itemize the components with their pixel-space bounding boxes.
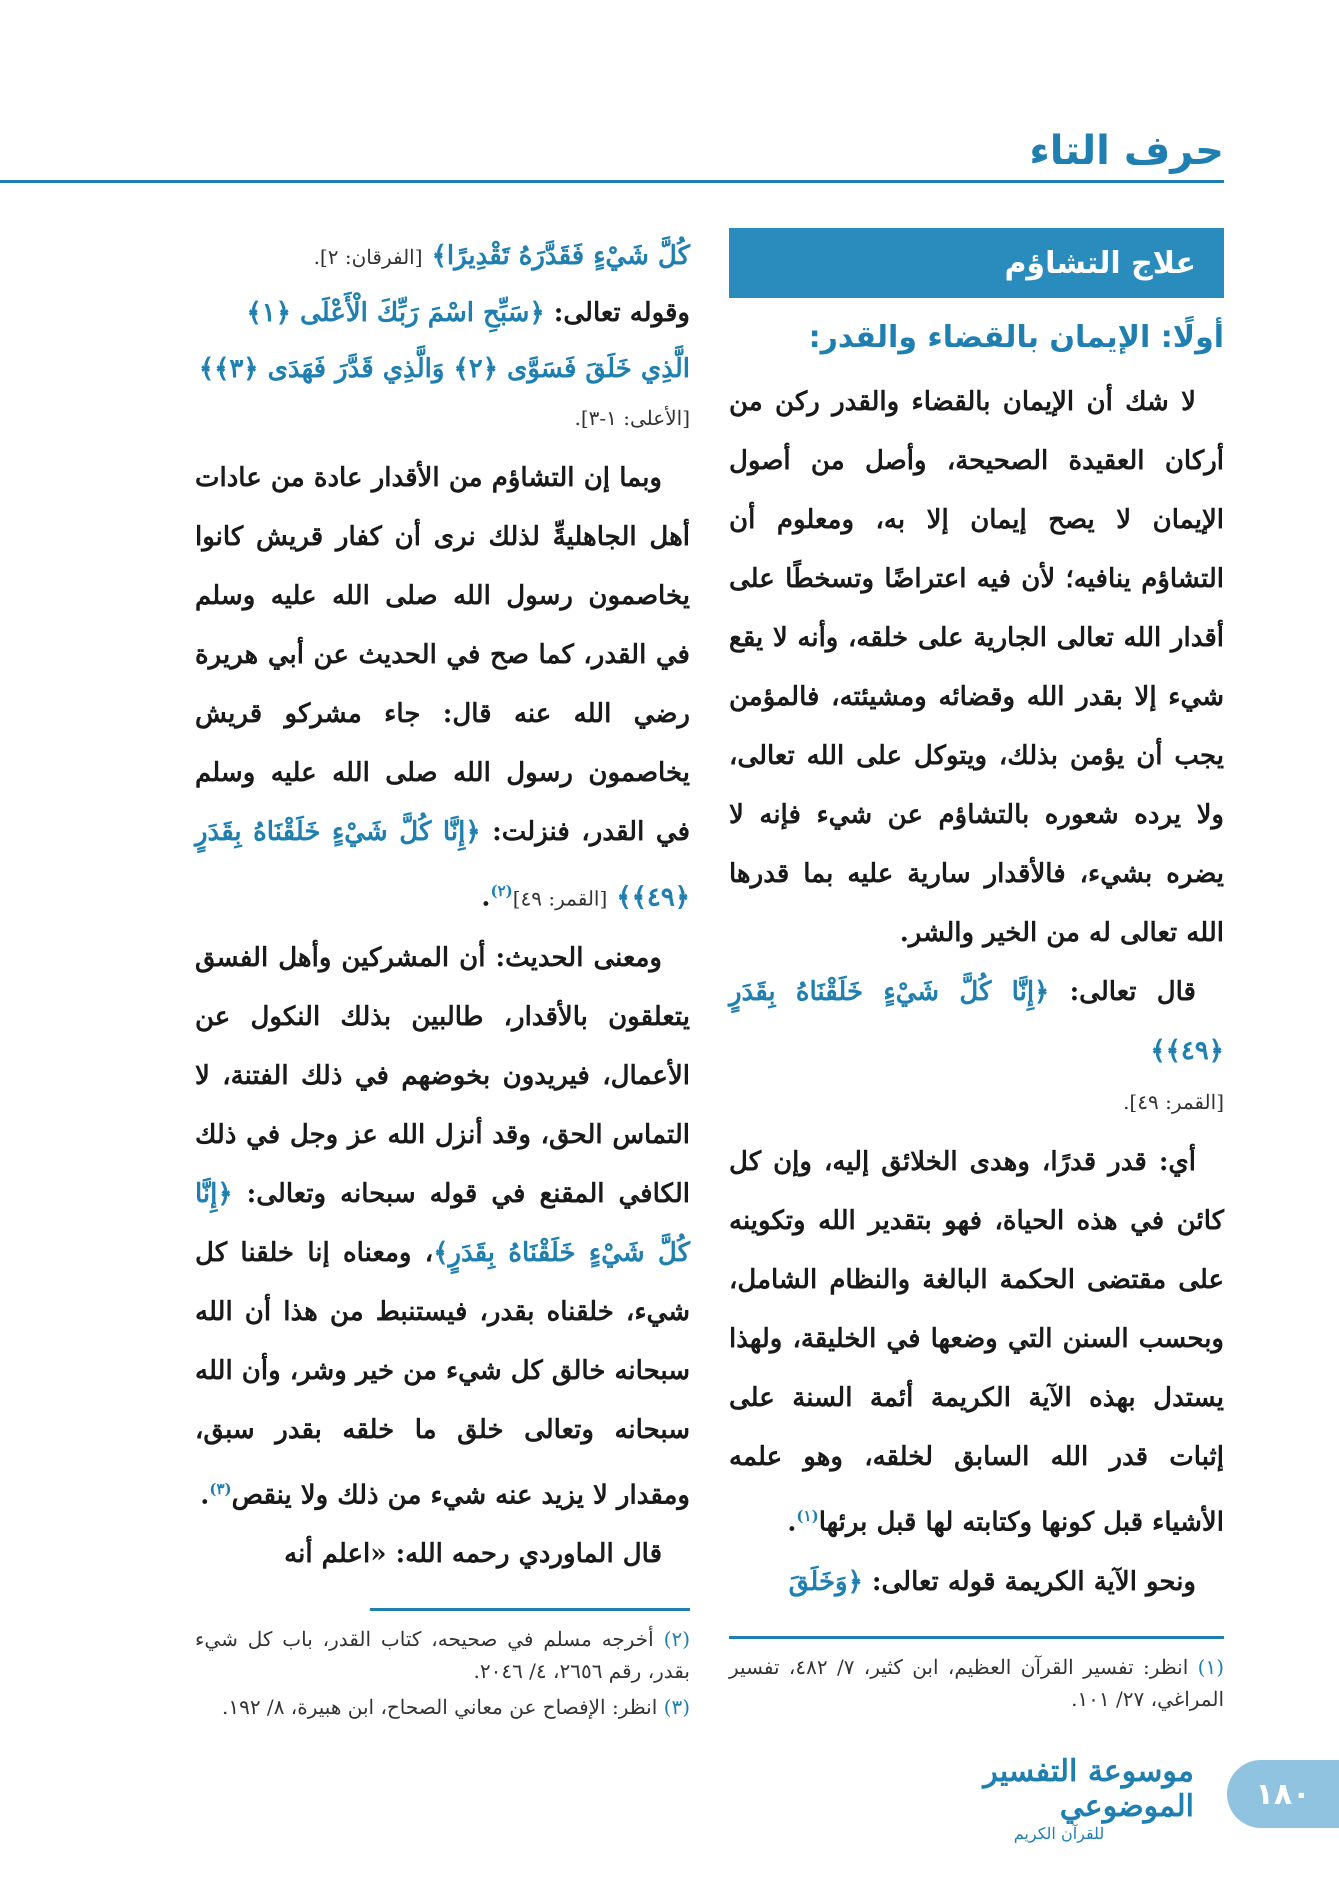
paragraph-text: ومعنى الحديث: أن المشركين وأهل الفسق يتعلقون بالأقدار، طالبين بذلك النكول عن الأعمال، فيريدون بخوضهم في ذلك الفتنة، لا التماس الحق، وقد أنزل الله عز وجل في ذلك الكافي المقنع في قوله سبحانه وتعالى: bbox=[195, 942, 690, 1209]
paragraph bbox=[729, 1553, 1224, 1612]
footnote-rule bbox=[370, 1608, 690, 1611]
paragraph-text: وبما إن التشاؤم من الأقدار عادة من عادات أهل الجاهليةِّ لذلك نرى أن كفار قريش كانوا يخاصمون رسول الله صلى الله عليه وسلم في القدر، كما صح في الحديث عن أبي هريرة رضي الله عنه قال: جاء مشركو قريش يخاصمون رسول الله صلى الله عليه وسلم في القدر، فنزلت: bbox=[195, 463, 691, 847]
paragraph: لا شك أن الإيمان بالقضاء والقدر ركن من أركان العقيدة الصحيحة، وأصل من أصول الإيمان لا يصح إيمان إلا به، ومعلوم أن التشاؤم ينافيه؛ لأن فيه اعتراضًا وتسخطًا على أقدار الله تعالى الجارية على خلقه، وأنه لا يقع شيء إلا بقدر الله وقضائه ومشيئته، فالمؤمن يجب أن يؤمن بذلك، ويتوكل على الله تعالى، ولا يرده شعوره بالتشاؤم عن شيء فإنه لا يضره بشيء، فالأقدار سارية عليه بما قدرها الله تعالى له من الخير والشر. bbox=[729, 387, 1224, 948]
verse-paragraph bbox=[729, 963, 1224, 1081]
verse-citation: [الفرقان: ٢]. bbox=[313, 245, 423, 269]
verse-citation: [القمر: ٤٩]. bbox=[1123, 1090, 1224, 1114]
footnote-text: أخرجه مسلم في صحيحه، كتاب القدر، باب كل شيء بقدر، رقم ٢٦٥٦، ٤/ ٢٠٤٦. bbox=[195, 1627, 690, 1684]
paragraph bbox=[195, 929, 690, 1526]
paragraph-text: أي: قدر قدرًا، وهدى الخلائق إليه، وإن كل كائن في هذه الحياة، فهو بتقدير الله وتكوينه على مقتضى الحكمة البالغة والنظام الشامل، وبحسب السنن التي وضعها في الخليقة، ولهذا يستدل بهذه الآية الكريمة أئمة السنة على إثبات قدر الله السابق لخلقه، وهو علمه الأشياء قبل كونها وكتابته لها قبل برئها bbox=[729, 1147, 1224, 1538]
right-column bbox=[729, 228, 1224, 1719]
sub-heading: أولًا: الإيمان بالقضاء والقدر: bbox=[808, 320, 1224, 355]
paragraph-end: . bbox=[481, 882, 491, 913]
paragraph-text: ، ومعناه إنا خلقنا كل شيء، خلقناه بقدر، فيستنبط من هذا أن الله سبحانه خالق كل شيء من خير وشر، وأن الله سبحانه وتعالى خلق ما خلقه بقدر سبق، ومقدار لا يزيد عنه شيء من ذلك ولا ينقص bbox=[195, 1237, 690, 1511]
paragraph bbox=[729, 1133, 1224, 1553]
footnote-number: (٣) bbox=[663, 1695, 690, 1720]
footnote bbox=[729, 1651, 1224, 1715]
quran-verse: ﴿إِنَّا كُلَّ شَيْءٍ خَلَقْنَاهُ بِقَدَرٍ﴾ bbox=[195, 1178, 690, 1268]
footnote bbox=[195, 1691, 690, 1723]
verse-continuation bbox=[195, 228, 690, 285]
verse-citation: [الأعلى: ١-٣]. bbox=[574, 406, 690, 430]
verse-line bbox=[195, 341, 690, 397]
left-column bbox=[195, 228, 690, 1727]
paragraph: قال الماوردي رحمه الله: «اعلم أنه bbox=[284, 1539, 662, 1570]
paragraph bbox=[195, 449, 690, 929]
footnote-text: انظر: الإفصاح عن معاني الصحاح، ابن هبيرة، ٨/ ١٩٢. bbox=[221, 1695, 658, 1720]
footnote-ref: (٢) bbox=[490, 882, 513, 900]
footnote-text: انظر: تفسير القرآن العظيم، ابن كثير، ٧/ ٤٨٢، تفسير المراغي، ٢٧/ ١٠١. bbox=[729, 1654, 1224, 1711]
section-title: علاج التشاؤم bbox=[1004, 245, 1196, 281]
logo-title: موسوعة التفسير الموضوعي bbox=[983, 1753, 1194, 1824]
quran-verse: كُلَّ شَيْءٍ فَقَدَّرَهُ تَقْدِيرًا﴾ bbox=[431, 241, 690, 271]
paragraph-end: . bbox=[787, 1507, 797, 1538]
encyclopedia-logo bbox=[924, 1748, 1194, 1848]
footnote-ref: (٣) bbox=[209, 1479, 232, 1498]
footnote-rule bbox=[729, 1636, 1224, 1639]
quran-verse: الَّذِي خَلَقَ فَسَوَّى ﴿٢﴾ وَالَّذِي قَدَّرَ فَهَدَى ﴿٣﴾﴾ bbox=[198, 354, 690, 384]
verse-intro: وقوله تعالى: bbox=[553, 298, 690, 328]
paragraph-text: ونحو الآية الكريمة قوله تعالى: bbox=[871, 1566, 1196, 1597]
section-title-box bbox=[729, 228, 1224, 298]
footnote bbox=[195, 1623, 690, 1687]
footnote-number: (٢) bbox=[663, 1627, 690, 1652]
chapter-header: حرف التاء bbox=[1029, 128, 1224, 174]
footnote-number: (١) bbox=[1197, 1654, 1224, 1679]
quran-verse: ﴿سَبِّحِ اسْمَ رَبِّكَ الْأَعْلَى ﴿١﴾ bbox=[246, 298, 545, 328]
verse-citation: [القمر: ٤٩] bbox=[512, 886, 608, 911]
verse-paragraph bbox=[195, 285, 690, 341]
paragraph-end: . bbox=[200, 1480, 210, 1511]
verse-intro: قال تعالى: bbox=[1069, 977, 1196, 1007]
page-number: ١٨٠ bbox=[1227, 1760, 1339, 1828]
header-rule bbox=[0, 180, 1224, 183]
quran-verse: ﴿إِنَّا كُلَّ شَيْءٍ خَلَقْنَاهُ بِقَدَرٍ ﴿٤٩﴾﴾ bbox=[195, 817, 690, 913]
quran-verse: ﴿وَخَلَقَ bbox=[788, 1566, 863, 1597]
footnote-ref: (١) bbox=[796, 1507, 819, 1525]
logo-subtitle: للقرآن الكريم bbox=[1013, 1823, 1105, 1843]
quran-verse: ﴿إِنَّا كُلَّ شَيْءٍ خَلَقْنَاهُ بِقَدَرٍ ﴿٤٩﴾﴾ bbox=[729, 977, 1224, 1066]
